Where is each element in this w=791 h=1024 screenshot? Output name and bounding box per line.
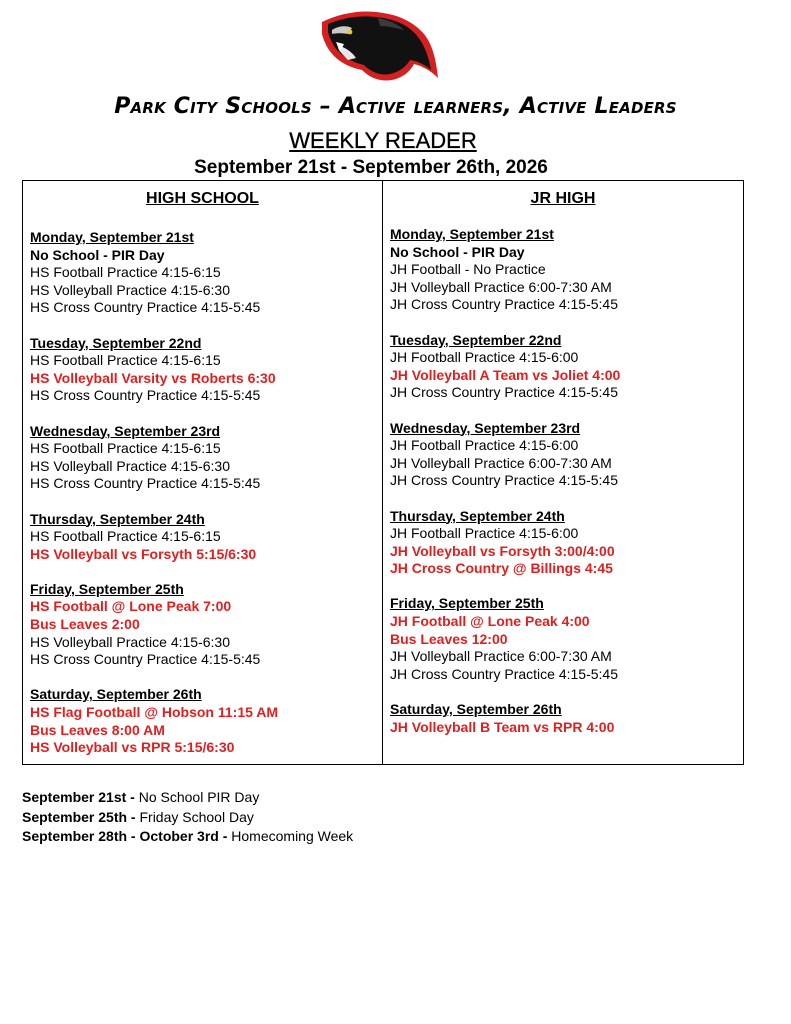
note-label: September 21st - [22, 789, 135, 805]
day-title: Saturday, September 26th [390, 701, 562, 718]
event-line: HS Volleyball Practice 4:15-6:30 [30, 633, 230, 650]
event-line: JH Cross Country Practice 4:15-5:45 [390, 665, 618, 682]
day-title: Tuesday, September 22nd [30, 334, 202, 351]
day-title: Thursday, September 24th [30, 510, 205, 527]
event-line: HS Cross Country Practice 4:15-5:45 [30, 475, 261, 492]
event-highlighted: Bus Leaves 12:00 [390, 630, 508, 647]
high-school-column [23, 181, 383, 764]
day-block [30, 423, 382, 493]
day-title: Saturday, September 26th [30, 686, 202, 703]
event-line: HS Cross Country Practice 4:15-5:45 [30, 387, 261, 404]
event-highlighted: Bus Leaves 2:00 [30, 616, 140, 633]
event-line: JH Cross Country Practice 4:15-5:45 [390, 472, 618, 489]
page-title: WEEKLY READER [289, 128, 477, 153]
event-line: JH Football Practice 4:15-6:00 [390, 525, 579, 542]
event-line: HS Cross Country Practice 4:15-5:45 [30, 299, 261, 316]
event-line: JH Cross Country Practice 4:15-5:45 [390, 296, 618, 313]
event-line: JH Football Practice 4:15-6:00 [390, 437, 579, 454]
event-line: HS Football Practice 4:15-6:15 [30, 440, 221, 457]
note-label: September 28th - October 3rd - [22, 828, 228, 845]
day-title: Monday, September 21st [30, 229, 194, 245]
event-line: JH Volleyball Practice 6:00-7:30 AM [390, 278, 612, 295]
day-title: Tuesday, September 22nd [390, 331, 562, 348]
day-title: Wednesday, September 23rd [390, 419, 581, 436]
panther-logo [318, 8, 438, 84]
event-highlighted: HS Football @ Lone Peak 7:00 [30, 598, 232, 615]
day-block [390, 595, 743, 683]
day-title: Thursday, September 24th [390, 507, 565, 524]
event-highlighted: JH Volleyball B Team vs RPR 4:00 [390, 718, 615, 735]
note-text: Homecoming Week [227, 828, 354, 845]
event-line: JH Cross Country Practice 4:15-5:45 [390, 384, 618, 401]
note-item [22, 808, 353, 828]
day-block [30, 686, 382, 756]
event-line: JH Volleyball Practice 6:00-7:30 AM [390, 648, 612, 665]
day-title: Wednesday, September 23rd [30, 422, 221, 439]
note-item [22, 827, 353, 847]
date-range: September 21st - September 26th, 2026 [194, 157, 548, 178]
column-body [383, 226, 743, 736]
day-block [390, 508, 743, 578]
event-line: HS Cross Country Practice 4:15-5:45 [30, 651, 261, 668]
jr-high-column [383, 181, 743, 764]
event-highlighted: Bus Leaves 8:00 AM [30, 721, 165, 738]
event-line: JH Volleyball Practice 6:00-7:30 AM [390, 454, 612, 471]
day-title: Monday, September 21st [390, 226, 554, 242]
day-block [390, 332, 743, 402]
column-heading: HIGH SCHOOL [146, 190, 259, 207]
school-name: Park City Schools – Active learners, Active Leaders [114, 94, 677, 119]
day-block [30, 229, 382, 317]
day-block [390, 420, 743, 490]
event-highlighted: HS Volleyball vs Forsyth 5:15/6:30 [30, 545, 257, 562]
day-block [30, 335, 382, 405]
event-line: HS Volleyball Practice 4:15-6:30 [30, 281, 230, 298]
event-line: JH Football - No Practice [390, 261, 546, 278]
event-highlighted: JH Volleyball vs Forsyth 3:00/4:00 [390, 542, 615, 559]
event-highlighted: JH Football @ Lone Peak 4:00 [390, 613, 590, 630]
event-line: No School - PIR Day [30, 246, 165, 263]
note-item [22, 788, 353, 808]
event-highlighted: JH Cross Country @ Billings 4:45 [390, 560, 613, 577]
note-label: September 25th - [22, 808, 136, 825]
day-title: Friday, September 25th [30, 580, 184, 597]
event-highlighted: HS Flag Football @ Hobson 11:15 AM [30, 704, 279, 721]
schedule-table [22, 180, 744, 765]
note-text: No School PIR Day [134, 789, 260, 805]
day-block [30, 581, 382, 669]
day-block [390, 701, 743, 736]
day-title: Friday, September 25th [390, 595, 544, 612]
column-body [23, 229, 382, 757]
event-line: No School - PIR Day [390, 243, 525, 260]
event-line: HS Football Practice 4:15-6:15 [30, 528, 221, 545]
panther-head-icon [318, 8, 438, 84]
event-highlighted: HS Volleyball Varsity vs Roberts 6:30 [30, 369, 276, 386]
event-line: JH Football Practice 4:15-6:00 [390, 349, 579, 366]
notes-section [22, 788, 353, 847]
day-block [390, 226, 743, 314]
note-text: Friday School Day [135, 808, 254, 825]
column-heading: JR HIGH [530, 190, 596, 207]
event-highlighted: HS Volleyball vs RPR 5:15/6:30 [30, 739, 235, 756]
event-line: HS Football Practice 4:15-6:15 [30, 264, 221, 281]
event-highlighted: JH Volleyball A Team vs Joliet 4:00 [390, 366, 621, 383]
day-block [30, 511, 382, 564]
event-line: HS Football Practice 4:15-6:15 [30, 352, 221, 369]
event-line: HS Volleyball Practice 4:15-6:30 [30, 457, 230, 474]
